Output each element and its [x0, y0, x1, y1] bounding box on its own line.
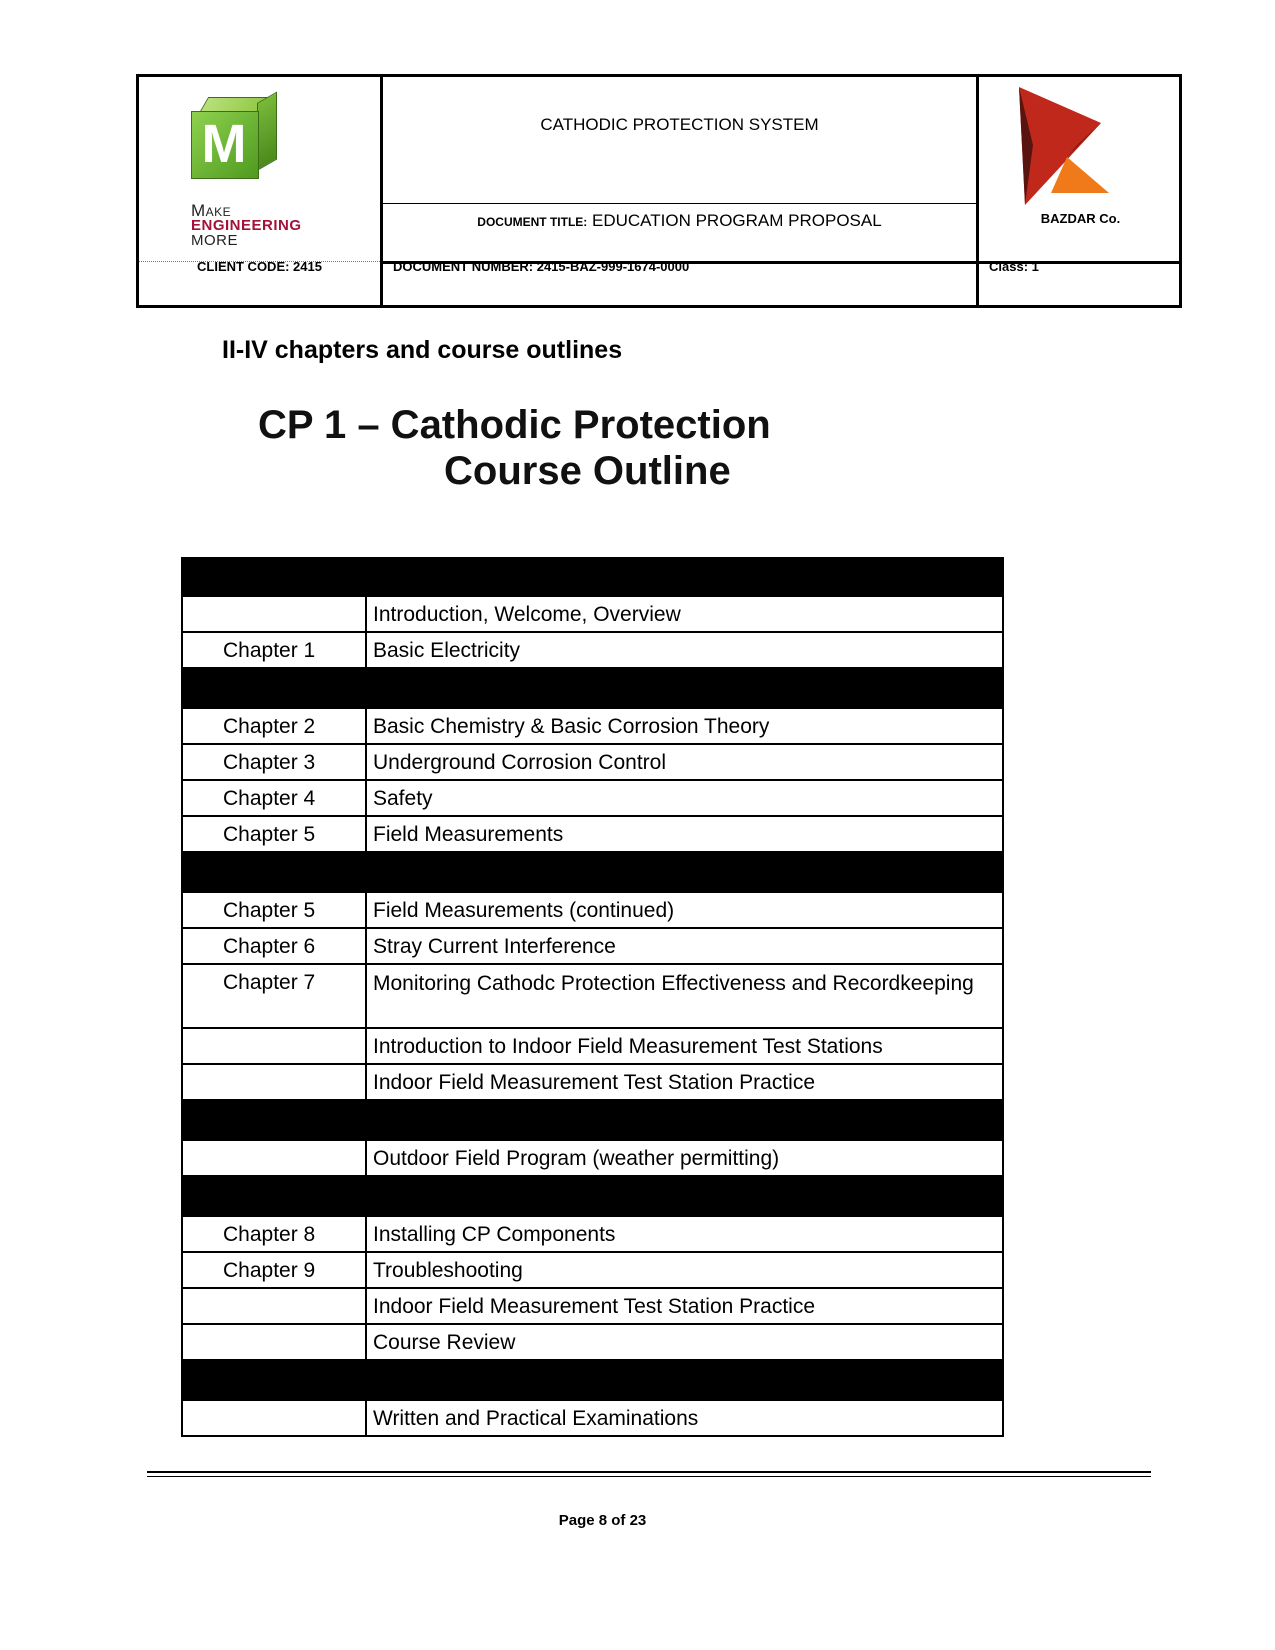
table-row — [181, 817, 1004, 853]
table-row — [181, 745, 1004, 781]
header-divider — [976, 77, 979, 305]
chapter-cell — [183, 1289, 367, 1323]
table-row — [181, 781, 1004, 817]
client-code: CLIENT CODE: 2415 — [197, 259, 322, 274]
table-row — [181, 1065, 1004, 1101]
session-separator-row — [181, 1101, 1004, 1141]
document-title-label: DOCUMENT TITLE: — [477, 215, 588, 229]
topic-cell: Field Measurements — [373, 823, 564, 846]
header-divider — [380, 77, 383, 305]
course-outline-table — [181, 557, 1004, 1437]
topic-cell: Written and Practical Examinations — [373, 1407, 699, 1430]
table-row — [181, 709, 1004, 745]
chapter-cell: Chapter 2 — [183, 709, 367, 743]
bazdar-company-name: BAZDAR Co. — [1040, 211, 1121, 226]
table-row — [181, 1401, 1004, 1437]
document-number: DOCUMENT NUMBER: 2415-BAZ-999-1674-0000 — [393, 259, 690, 274]
chapter-cell: Chapter 7 — [183, 965, 367, 1027]
session-separator-row — [181, 853, 1004, 893]
document-header — [136, 74, 1182, 308]
topic-cell: Monitoring Cathodc Protection Effectiveness and Recordkeeping — [373, 972, 974, 995]
table-row — [181, 597, 1004, 633]
topic-cell: Indoor Field Measurement Test Station Practice — [373, 1295, 815, 1318]
topic-cell: Course Review — [373, 1331, 516, 1354]
table-row — [181, 633, 1004, 669]
topic-cell: Underground Corrosion Control — [373, 751, 666, 774]
chapter-cell: Chapter 5 — [183, 817, 367, 851]
topic-cell: Introduction to Indoor Field Measurement Test Stations — [373, 1035, 883, 1058]
make-engineering-more-logo — [191, 97, 311, 249]
topic-cell: Basic Chemistry & Basic Corrosion Theory — [373, 715, 770, 738]
table-row — [181, 1253, 1004, 1289]
logo-text-engineering: ENGINEERING — [191, 217, 302, 234]
chapter-cell: Chapter 9 — [183, 1253, 367, 1287]
session-separator-row — [181, 1177, 1004, 1217]
chapter-cell: Chapter 5 — [183, 893, 367, 927]
table-row — [181, 1289, 1004, 1325]
topic-cell: Troubleshooting — [373, 1259, 523, 1282]
topic-cell: Introduction, Welcome, Overview — [373, 603, 681, 626]
table-row — [181, 1029, 1004, 1065]
topic-cell: Stray Current Interference — [373, 935, 616, 958]
section-title: II-IV chapters and course outlines — [222, 336, 623, 364]
document-class: Class: 1 — [989, 259, 1039, 274]
chapter-cell: Chapter 8 — [183, 1217, 367, 1251]
table-row — [181, 893, 1004, 929]
chapter-cell: Chapter 4 — [183, 781, 367, 815]
page-number: Page 8 of 23 — [558, 1512, 647, 1529]
chapter-cell: Chapter 1 — [183, 633, 367, 667]
course-title-line1: CP 1 – Cathodic Protection — [258, 403, 771, 447]
chapter-cell: Chapter 3 — [183, 745, 367, 779]
chapter-cell — [183, 1401, 367, 1435]
table-row — [181, 1217, 1004, 1253]
chapter-cell — [183, 1325, 367, 1359]
course-title-line2: Course Outline — [444, 449, 731, 493]
topic-cell: Safety — [373, 787, 433, 810]
logo-letter: M — [201, 114, 247, 174]
topic-cell: Field Measurements (continued) — [373, 899, 675, 922]
topic-cell: Indoor Field Measurement Test Station Practice — [373, 1071, 815, 1094]
logo-text-more: MORE — [191, 232, 238, 249]
document-title — [383, 211, 976, 231]
chapter-cell — [183, 597, 367, 631]
bazdar-logo-icon — [1007, 85, 1117, 205]
table-row — [181, 1325, 1004, 1361]
table-row — [181, 965, 1004, 1029]
topic-cell: Installing CP Components — [373, 1223, 616, 1246]
topic-cell: Outdoor Field Program (weather permitting) — [373, 1147, 780, 1170]
table-row — [181, 1141, 1004, 1177]
header-divider — [383, 203, 976, 204]
chapter-cell: Chapter 6 — [183, 929, 367, 963]
footer-rule — [147, 1471, 1151, 1473]
topic-cell: Basic Electricity — [373, 639, 521, 662]
chapter-cell — [183, 1141, 367, 1175]
session-separator-row — [181, 1361, 1004, 1401]
course-title — [258, 402, 798, 494]
table-row — [181, 929, 1004, 965]
footer-rule — [147, 1476, 1151, 1477]
session-separator-row — [181, 557, 1004, 597]
system-title: CATHODIC PROTECTION SYSTEM — [540, 115, 819, 134]
document-title-value: EDUCATION PROGRAM PROPOSAL — [592, 211, 882, 230]
chapter-cell — [183, 1065, 367, 1099]
session-separator-row — [181, 669, 1004, 709]
cube-side — [257, 91, 277, 171]
logo-text-make: Make — [191, 201, 232, 220]
chapter-cell — [183, 1029, 367, 1063]
